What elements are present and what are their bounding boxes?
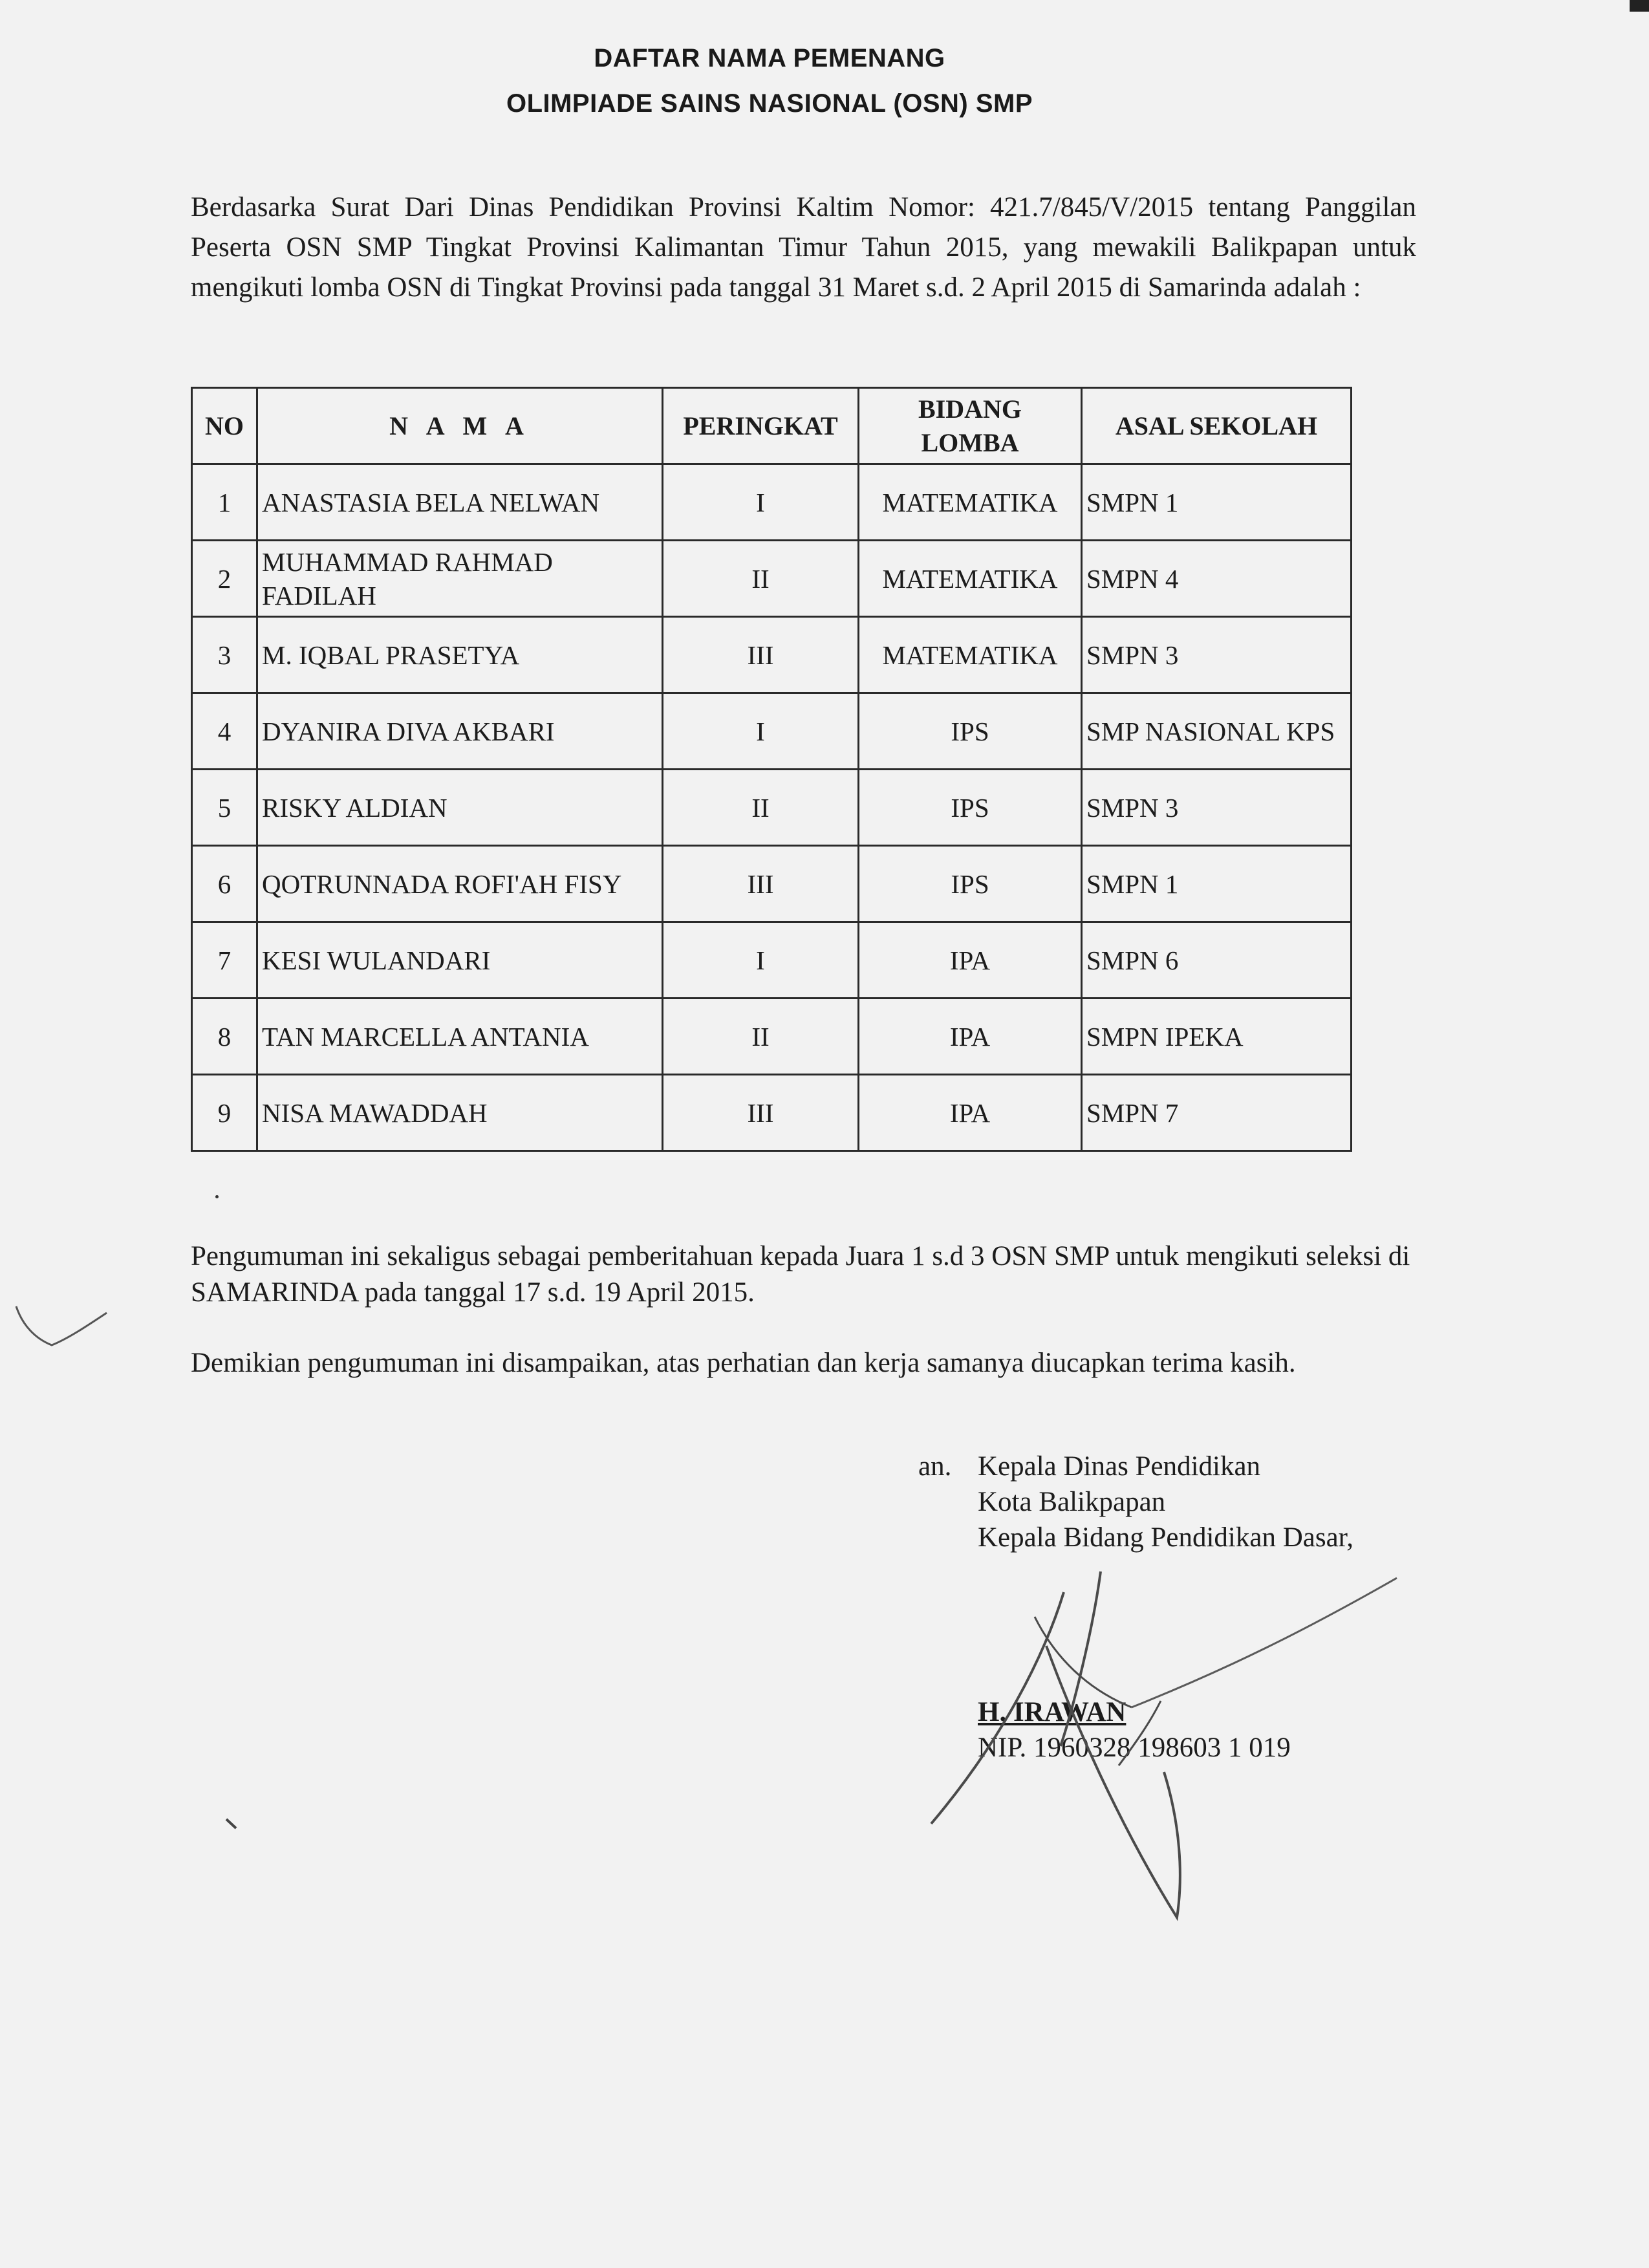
signature-block [978,1449,1353,1555]
cell-bidang-lomba: IPS [859,770,1082,846]
cell-bidang-lomba: IPA [859,999,1082,1075]
handwritten-signature [905,1552,1423,1940]
cell-asal-sekolah: SMPN 1 [1082,464,1352,541]
signatory-nip: NIP. 1960328 198603 1 019 [978,1733,1291,1763]
margin-check-mark [10,1300,113,1352]
cell-peringkat: III [663,617,859,693]
cell-nama: DYANIRA DIVA AKBARI [257,693,663,770]
signatory-name: H. IRAWAN [978,1697,1126,1727]
header-peringkat: PERINGKAT [663,388,859,464]
stray-dot [215,1195,219,1198]
header-bidang-lomba [859,388,1082,464]
scan-edge-mark [1630,0,1649,12]
cell-no: 5 [192,770,257,846]
table-row [192,770,1352,846]
cell-asal-sekolah: SMPN 4 [1082,541,1352,617]
cell-no: 9 [192,1075,257,1151]
cell-bidang-lomba: IPA [859,922,1082,999]
cell-bidang-lomba: MATEMATIKA [859,617,1082,693]
cell-peringkat: II [663,999,859,1075]
header-asal-sekolah: ASAL SEKOLAH [1082,388,1352,464]
cell-peringkat: I [663,922,859,999]
cell-no: 8 [192,999,257,1075]
cell-asal-sekolah: SMPN 3 [1082,770,1352,846]
document-title: DAFTAR NAMA PEMENANG [594,44,945,72]
cell-asal-sekolah: SMPN 6 [1082,922,1352,999]
cell-peringkat: I [663,693,859,770]
cell-bidang-lomba: MATEMATIKA [859,464,1082,541]
cell-nama: QOTRUNNADA ROFI'AH FISY [257,846,663,922]
cell-no: 7 [192,922,257,999]
signature-prefix: an. [918,1451,952,1482]
announcement-paragraph: Pengumuman ini sekaligus sebagai pemberitahuan kepada Juara 1 s.d 3 OSN SMP untuk mengikuti seleksi di SAMARINDA pada tanggal 17 s.d. 19 April 2015. [191,1241,1410,1308]
signature-line-1: Kepala Dinas Pendidikan [978,1451,1261,1482]
cell-nama: RISKY ALDIAN [257,770,663,846]
table-row [192,922,1352,999]
cell-no: 3 [192,617,257,693]
cell-peringkat: III [663,846,859,922]
cell-no: 4 [192,693,257,770]
table-row [192,464,1352,541]
cell-nama: NISA MAWADDAH [257,1075,663,1151]
cell-peringkat: I [663,464,859,541]
intro-paragraph: Berdasarka Surat Dari Dinas Pendidikan Provinsi Kaltim Nomor: 421.7/845/V/2015 tentang Panggilan Peserta OSN SMP Tingkat Provinsi Kalimantan Timur Tahun 2015, yang mewakili Balikpapan untuk mengikuti lomba OSN di Tingkat Provinsi pada tanggal 31 Maret s.d. 2 April 2015 di Samarinda adalah : [191,192,1416,303]
cell-asal-sekolah: SMPN 3 [1082,617,1352,693]
header-bidang-line1: BIDANG [918,394,1022,424]
cell-bidang-lomba: MATEMATIKA [859,541,1082,617]
cell-peringkat: II [663,541,859,617]
table-row [192,541,1352,617]
stray-mark [223,1814,242,1833]
header-no: NO [192,388,257,464]
closing-paragraph: Demikian pengumuman ini disampaikan, atas perhatian dan kerja samanya diucapkan terima kasih. [191,1348,1296,1378]
cell-nama: MUHAMMAD RAHMAD FADILAH [257,541,663,617]
cell-asal-sekolah: SMPN 1 [1082,846,1352,922]
cell-bidang-lomba: IPA [859,1075,1082,1151]
cell-nama: KESI WULANDARI [257,922,663,999]
document-subtitle: OLIMPIADE SAINS NASIONAL (OSN) SMP [506,89,1033,118]
table-row [192,617,1352,693]
cell-bidang-lomba: IPS [859,693,1082,770]
cell-nama: TAN MARCELLA ANTANIA [257,999,663,1075]
header-nama: N A M A [257,388,663,464]
cell-bidang-lomba: IPS [859,846,1082,922]
header-bidang-line2: LOMBA [921,427,1019,457]
cell-peringkat: II [663,770,859,846]
cell-asal-sekolah: SMP NASIONAL KPS [1082,693,1352,770]
winners-table [191,387,1352,1152]
signature-line-2: Kota Balikpapan [978,1487,1166,1517]
table-row [192,1075,1352,1151]
cell-no: 2 [192,541,257,617]
table-row [192,693,1352,770]
cell-asal-sekolah: SMPN 7 [1082,1075,1352,1151]
cell-no: 1 [192,464,257,541]
table-row [192,846,1352,922]
cell-no: 6 [192,846,257,922]
cell-nama: M. IQBAL PRASETYA [257,617,663,693]
cell-nama: ANASTASIA BELA NELWAN [257,464,663,541]
cell-asal-sekolah: SMPN IPEKA [1082,999,1352,1075]
cell-peringkat: III [663,1075,859,1151]
signature-line-3: Kepala Bidang Pendidikan Dasar, [978,1522,1354,1553]
table-row [192,999,1352,1075]
table-header-row [192,388,1352,464]
